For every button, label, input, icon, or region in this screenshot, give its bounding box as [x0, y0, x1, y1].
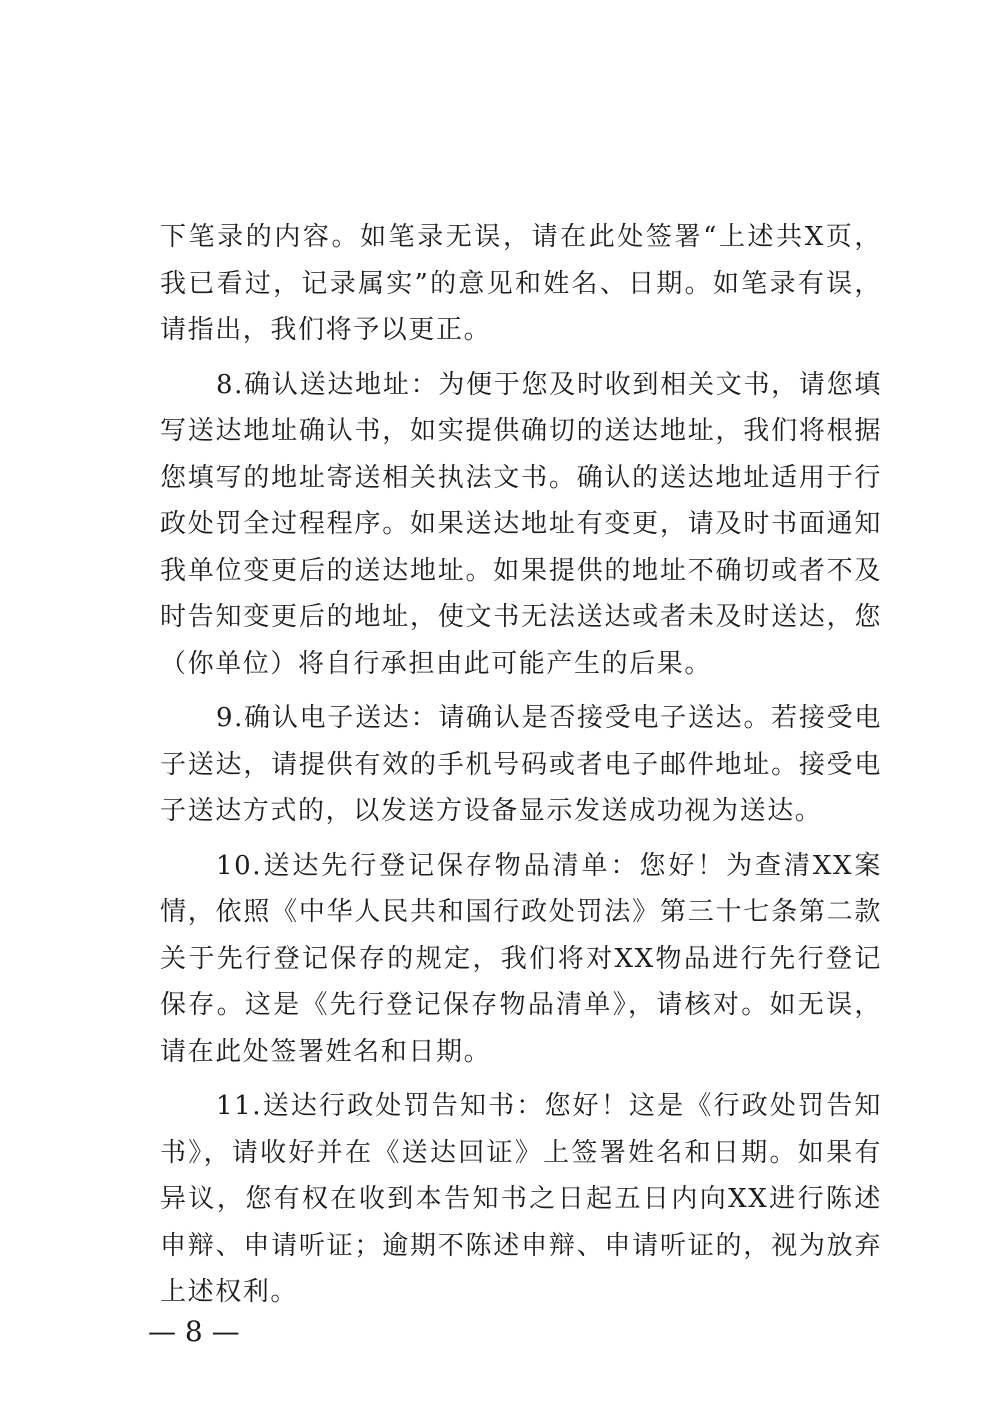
- page-number: — 8 —: [148, 1315, 240, 1348]
- paragraph-deliver-preservation-list: 10.送达先行登记保存物品清单：您好！为查清XX案情，依照《中华人民共和国行政处罚法》第三十七条第二款关于先行登记保存的规定，我们将对XX物品进行先行登记保存。这是《先行登记保存物品清单》，请核对。如无误，请在此处签署姓名和日期。: [160, 850, 882, 1067]
- paragraph-continuation: 下笔录的内容。如笔录无误，请在此处签署“上述共X页，我已看过，记录属实”的意见和姓名、日期。如笔录有误，请指出，我们将予以更正。: [160, 222, 882, 345]
- paragraph-confirm-delivery-address: 8.确认送达地址：为便于您及时收到相关文书，请您填写送达地址确认书，如实提供确切的送达地址，我们将根据您填写的地址寄送相关执法文书。确认的送达地址适用于行政处罚全过程程序。如果送达地址有变更，请及时书面通知我单位变更后的送达地址。如果提供的地址不确切或者不及时告知变更后的地址，使文书无法送达或者未及时送达，您（你单位）将自行承担由此可能产生的后果。: [160, 369, 882, 679]
- paragraph-deliver-penalty-notice: 11.送达行政处罚告知书：您好！这是《行政处罚告知书》，请收好并在《送达回证》上签署姓名和日期。如果有异议，您有权在收到本告知书之日起五日内向XX进行陈述申辩、申请听证；逾期不陈述申辩、申请听证的，视为放弃上述权利。: [160, 1091, 882, 1307]
- paragraph-confirm-electronic-delivery: 9.确认电子送达：请确认是否接受电子送达。若接受电子送达，请提供有效的手机号码或者电子邮件地址。接受电子送达方式的，以发送方设备显示发送成功视为送达。: [160, 703, 882, 826]
- body-text: [160, 214, 882, 1324]
